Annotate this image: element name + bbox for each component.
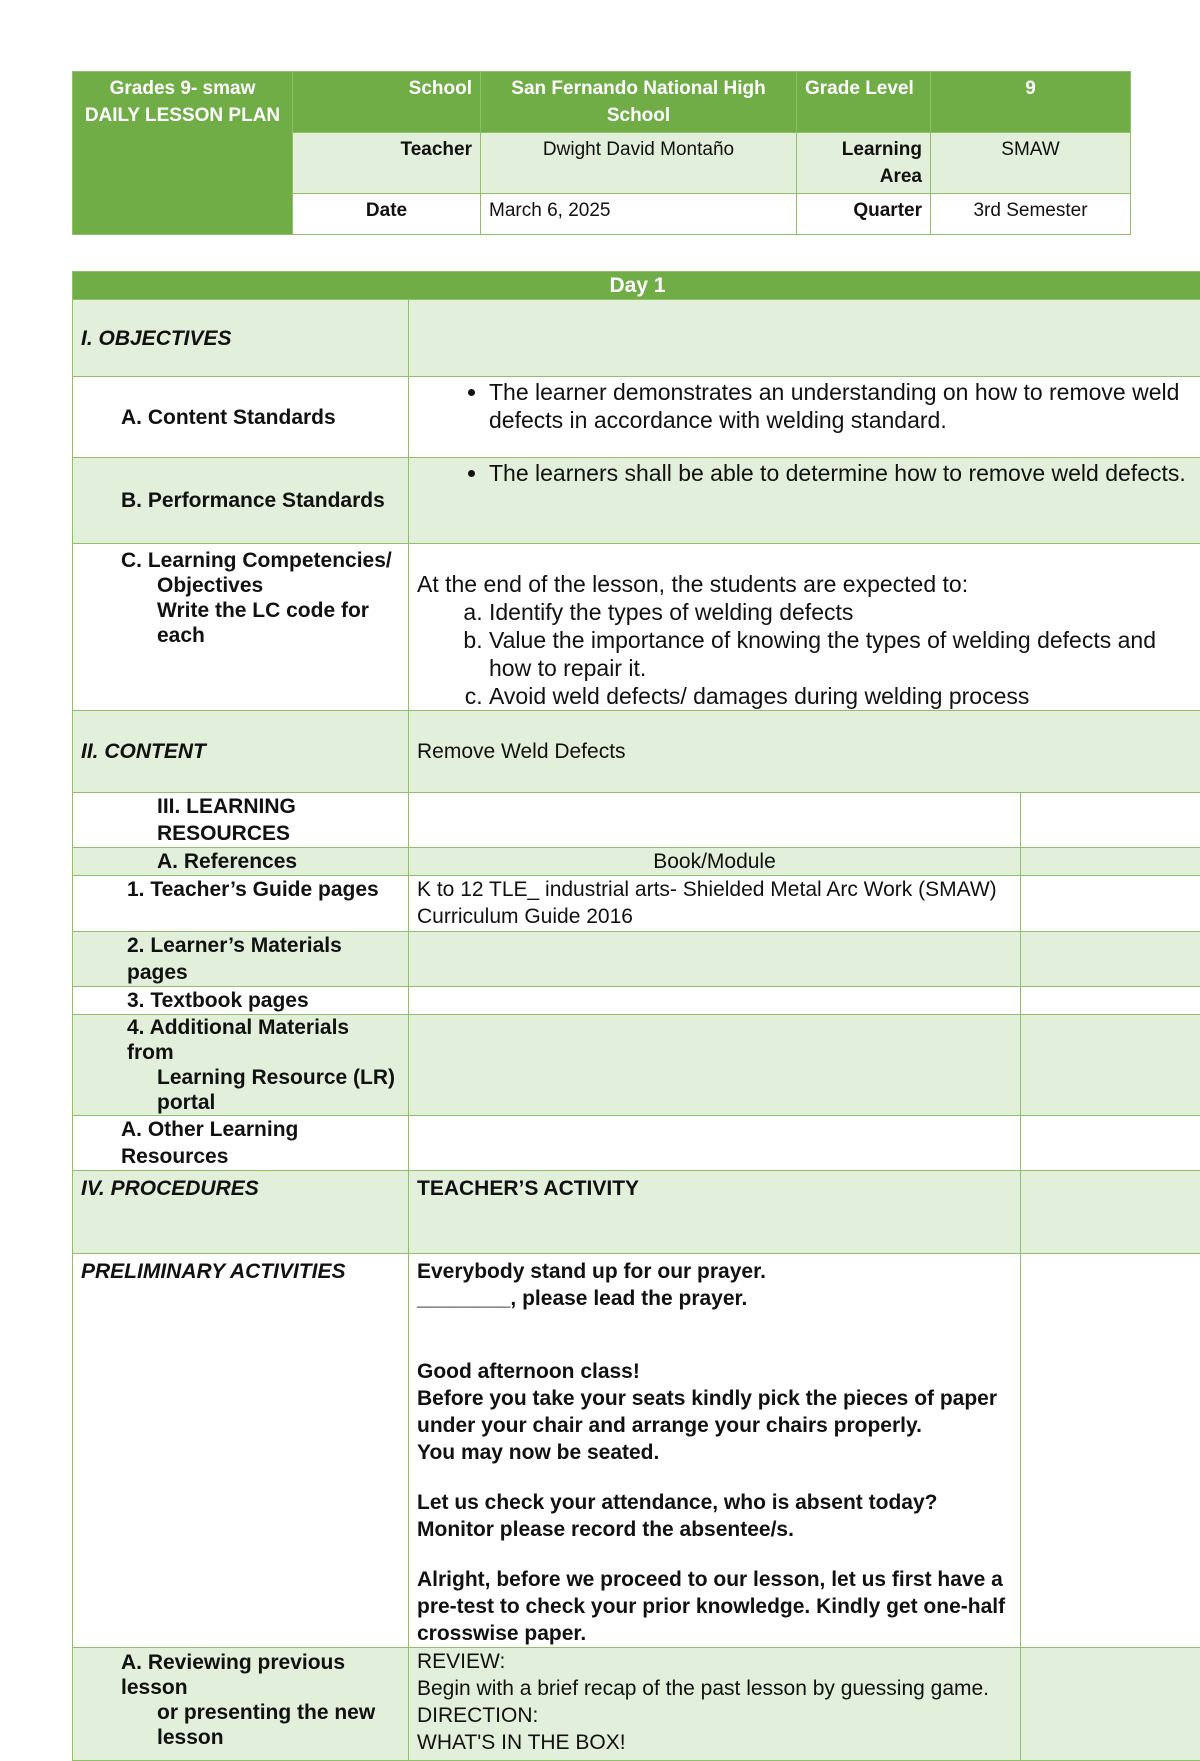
lc-label-line3: Write the LC code for each <box>121 598 400 648</box>
empty-cell <box>1021 932 1200 987</box>
performance-standards-cell <box>409 458 1200 544</box>
content-standards-cell <box>409 377 1200 458</box>
empty-cell <box>409 793 1021 848</box>
textbook-pages-label: 3. Textbook pages <box>73 987 409 1015</box>
am-line1: 4. Additional Materials from <box>127 1015 400 1065</box>
prelim-line <box>417 1312 1012 1335</box>
learning-area-label: Learning Area <box>797 133 931 194</box>
lc-label-line1: C. Learning Competencies/ <box>121 548 400 573</box>
content-text: Remove Weld Defects <box>409 711 1200 793</box>
empty-cell <box>409 1015 1021 1116</box>
teacher-activity-heading: TEACHER’S ACTIVITY <box>409 1171 1021 1254</box>
empty-cell <box>409 932 1021 987</box>
empty-cell <box>1021 793 1200 848</box>
prelim-line: Monitor please record the absentee/s. <box>417 1516 1012 1543</box>
lc-intro: At the end of the lesson, the students are expected to: <box>417 570 1194 598</box>
prelim-line <box>417 1543 1012 1566</box>
header-table <box>72 71 1131 235</box>
grade-level-value: 9 <box>931 72 1131 133</box>
prelim-line: Everybody stand up for our prayer. <box>417 1258 1012 1285</box>
review-line: REVIEW: <box>417 1648 1012 1675</box>
empty-cell <box>409 987 1021 1015</box>
prelim-line <box>417 1335 1012 1358</box>
teachers-guide-value: K to 12 TLE_ industrial arts- Shielded Metal Arc Work (SMAW) Curriculum Guide 2016 <box>409 876 1021 932</box>
review-label-line3: lesson <box>121 1725 400 1750</box>
other-resources-label: A. Other Learning Resources <box>73 1116 409 1171</box>
prelim-line: Alright, before we proceed to our lesson, let us first have a pre-test to check your prior knowledge. Kindly get one-half crosswise paper. <box>417 1566 1012 1647</box>
plan-title-line1: Grades 9- smaw <box>81 75 284 102</box>
plan-title-line2: DAILY LESSON PLAN <box>81 102 284 129</box>
am-line2: Learning Resource (LR) <box>127 1065 400 1090</box>
empty-cell <box>1021 987 1200 1015</box>
quarter-label: Quarter <box>797 194 931 235</box>
performance-standards-text: • The learners shall be able to determine how to remove weld defects. <box>489 459 1194 487</box>
lc-item: b. Value the importance of knowing the types of welding defects and how to repair it. <box>489 626 1194 682</box>
empty-cell <box>1021 1171 1200 1254</box>
plan-title <box>73 72 293 235</box>
review-lesson-label <box>73 1648 409 1761</box>
references-label: A. References <box>73 848 409 876</box>
teachers-guide-label: 1. Teacher’s Guide pages <box>73 876 409 932</box>
empty-cell <box>1021 1254 1200 1648</box>
empty-cell <box>1021 1015 1200 1116</box>
references-value: Book/Module <box>409 848 1021 876</box>
date-value: March 6, 2025 <box>481 194 797 235</box>
learners-materials-label: 2. Learner’s Materials pages <box>73 932 409 987</box>
lesson-plan-table <box>72 271 1200 1761</box>
lc-label-line2: Objectives <box>121 573 400 598</box>
day-header: Day 1 <box>73 272 1200 300</box>
empty-cell <box>1021 848 1200 876</box>
procedures-heading: IV. PROCEDURES <box>73 1171 409 1254</box>
prelim-line: Before you take your seats kindly pick the pieces of paper under your chair and arrange your chairs properly. <box>417 1385 1012 1439</box>
review-lesson-text <box>409 1648 1021 1761</box>
empty-cell <box>1021 1116 1200 1171</box>
review-label-line2: or presenting the new <box>121 1700 400 1725</box>
prelim-line: Good afternoon class! <box>417 1358 1012 1385</box>
learning-competencies-cell <box>409 544 1200 711</box>
empty-cell <box>1021 876 1200 932</box>
content-standards-label: A. Content Standards <box>73 377 409 458</box>
additional-materials-label <box>73 1015 409 1116</box>
teacher-label: Teacher <box>293 133 481 194</box>
review-label-line1: A. Reviewing previous lesson <box>121 1650 400 1700</box>
school-label: School <box>293 72 481 133</box>
lc-item: a. Identify the types of welding defects <box>489 598 1194 626</box>
content-heading: II. CONTENT <box>73 711 409 793</box>
review-line: DIRECTION: <box>417 1702 1012 1729</box>
performance-standards-label: B. Performance Standards <box>73 458 409 544</box>
review-line: WHAT'S IN THE BOX! <box>417 1729 1012 1756</box>
quarter-value: 3rd Semester <box>931 194 1131 235</box>
lc-item: c. Avoid weld defects/ damages during welding process <box>489 682 1194 710</box>
preliminary-activities-heading: PRELIMINARY ACTIVITIES <box>73 1254 409 1648</box>
prelim-line: Let us check your attendance, who is absent today? <box>417 1489 1012 1516</box>
learning-competencies-label <box>73 544 409 711</box>
learning-resources-heading: III. LEARNING RESOURCES <box>73 793 409 848</box>
prelim-line <box>417 1466 1012 1489</box>
empty-cell <box>409 1116 1021 1171</box>
am-line3: portal <box>127 1090 400 1115</box>
grade-level-label: Grade Level <box>797 72 931 133</box>
prelim-line: ________, please lead the prayer. <box>417 1285 1012 1312</box>
objectives-heading: I. OBJECTIVES <box>73 300 409 377</box>
prelim-line: You may now be seated. <box>417 1439 1012 1466</box>
review-line: Begin with a brief recap of the past lesson by guessing game. <box>417 1675 1012 1702</box>
learning-area-value: SMAW <box>931 133 1131 194</box>
objectives-content <box>409 300 1200 377</box>
date-label: Date <box>293 194 481 235</box>
teacher-value: Dwight David Montaño <box>481 133 797 194</box>
school-value: San Fernando National High School <box>481 72 797 133</box>
preliminary-activities-text <box>409 1254 1021 1648</box>
empty-cell <box>1021 1648 1200 1761</box>
content-standards-text: • The learner demonstrates an understanding on how to remove weld defects in accordance with welding standard. <box>489 378 1194 434</box>
